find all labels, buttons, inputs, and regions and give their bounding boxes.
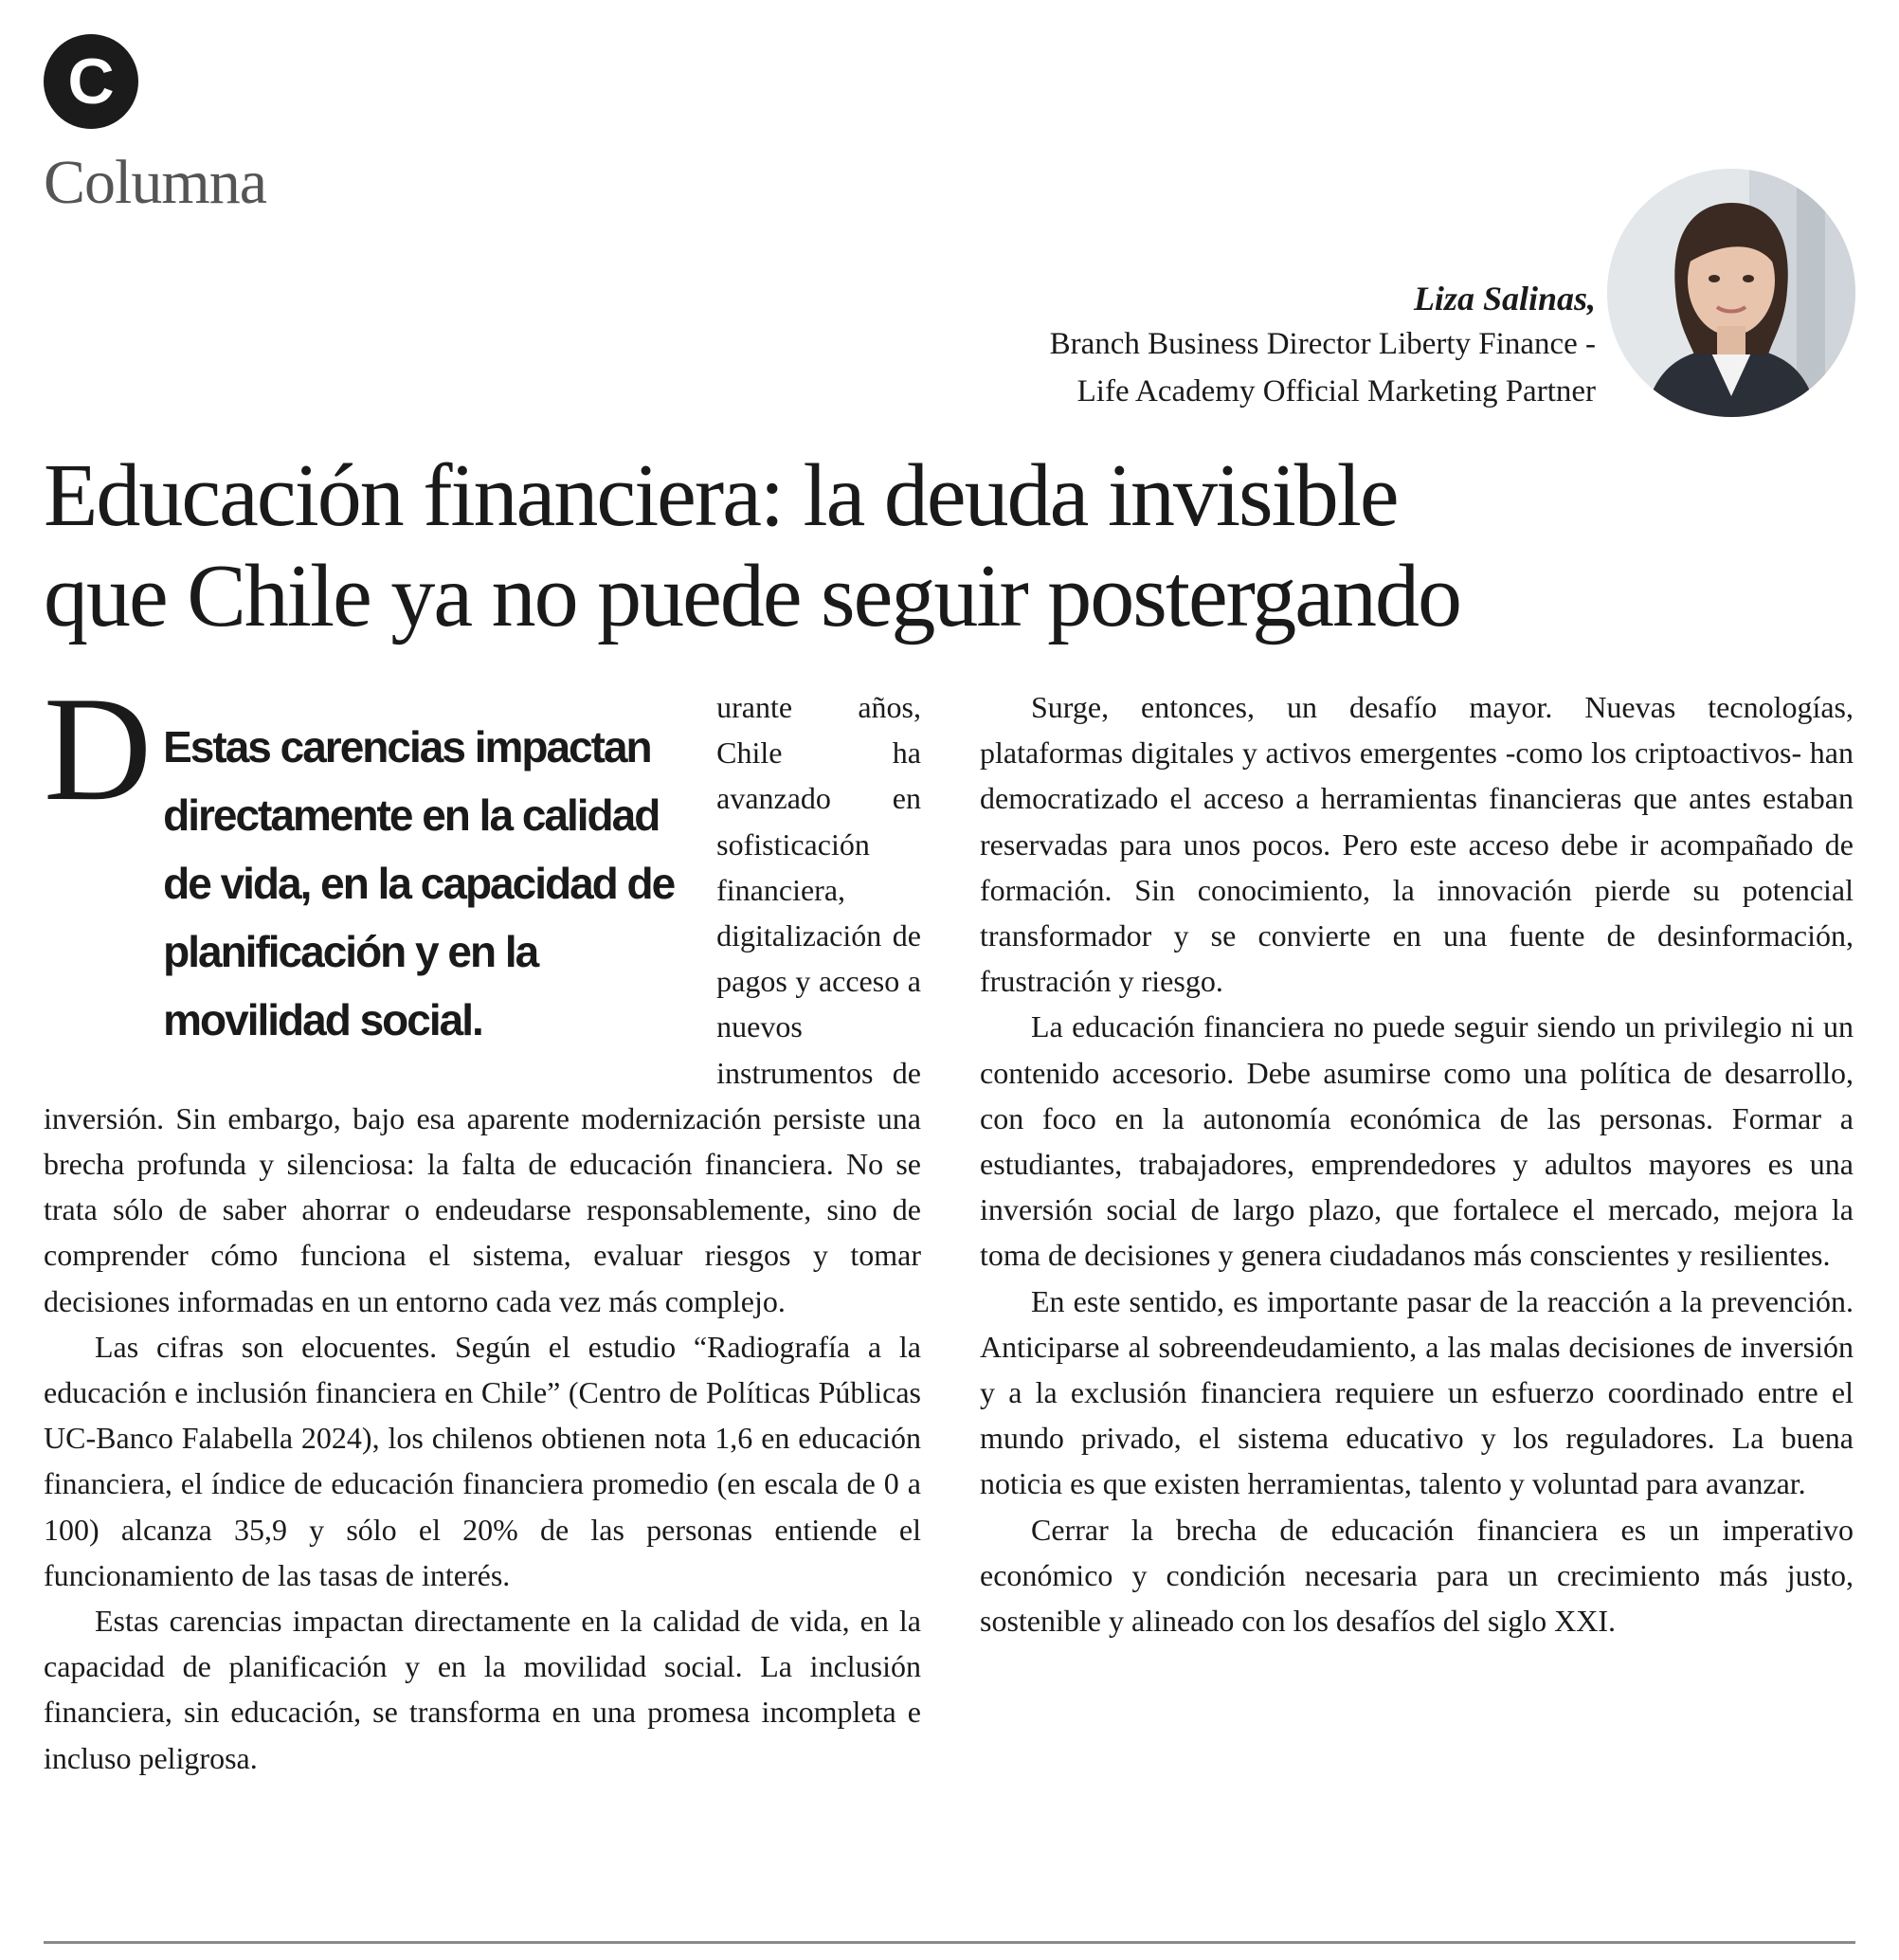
article-paragraph-3: Estas carencias impactan directamente en la calidad de vida, en la capacidad de planificación y en la movilidad social. La inclusión financiera, sin educación, se transforma en una promesa incompleta e incluso peligrosa. [44,1604,921,1775]
article-column-left [44,666,921,1781]
section-badge: C [44,34,138,129]
author-photo [1607,169,1855,417]
article-paragraph-6: En este sentido, es importante pasar de la reacción a la prevención. Anticiparse al sobreendeudamiento, a las malas decisiones de inversión y a la exclusión financiera requiere un esfuerzo coordinado entre el mundo privado, el sistema educativo y los reguladores. La buena noticia es que existen herramientas, talento y voluntad para avanzar. [980,1283,1854,1501]
author-name: Liza Salinas, [1413,280,1596,318]
article-column-right [980,684,1854,1643]
bottom-divider [44,1941,1855,1944]
author-photo-illustration [1607,169,1855,417]
article-paragraph-1-text: urante años, Chile ha avanzado en sofisticación financiera, digitalización de pagos y acceso a nuevos instrumentos de inversión. Sin embargo, bajo esa aparente modernización persiste una brecha profunda y silenciosa: la falta de educación financiera. No se trata sólo de saber ahorrar o endeudarse responsablemente, sino de comprender cómo funciona el sistema, evaluar riesgos y tomar decisiones informadas en un entorno cada vez más complejo. [44,690,921,1318]
article-paragraph-2: Las cifras son elocuentes. Según el estudio “Radiografía a la educación e inclusión financiera en Chile” (Centro de Políticas Públicas UC-Banco Falabella 2024), los chilenos obtienen nota 1,6 en educación financiera, el índice de educación financiera promedio (en escala de 0 a 100) alcanza 35,9 y sólo el 20% de las personas entiende el funcionamiento de las tasas de interés. [44,1329,921,1592]
pull-quote: Estas carencias impactan directamente en la calidad de vida, en la capacidad de planificación y en la movilidad social. [163,722,675,1044]
drop-cap: D [44,666,153,832]
article-paragraph-1 [44,666,921,1324]
article-paragraph-5: La educación financiera no puede seguir siendo un privilegio ni un contenido accesorio. Debe asumirse como una política de desarrollo, con foco en la autonomía económica de las personas. Formar a estudiantes, trabajadores, emprendedores y adultos mayores es una inversión social de largo plazo, que fortalece el mercado, mejora la toma de decisiones y genera ciudadanos más conscientes y resilientes. [980,1009,1854,1273]
article-paragraph-7: Cerrar la brecha de educación financiera es un imperativo económico y condición necesaria para un crecimiento más justo, sostenible y alineado con los desafíos del siglo XXI. [980,1512,1854,1639]
headline-line-1: Educación financiera: la deuda invisible [44,446,1398,545]
headline [44,445,1844,646]
section-label: Columna [44,148,266,217]
author-byline [743,277,1596,415]
article-paragraph-4: Surge, entonces, un desafío mayor. Nuevas tecnologías, plataformas digitales y activos emergentes -como los criptoactivos- han democratizado el acceso a herramientas financieras que antes estaban reservadas para unos pocos. Pero este acceso debe ir acompañado de formación. Sin conocimiento, la innovación pierde su potencial transformador y se convierte en una fuente de desinformación, frustración y riesgo. [980,690,1854,999]
author-role-line2: Life Academy Official Marketing Partner [1076,374,1596,408]
headline-line-2: que Chile ya no puede seguir postergando [44,547,1461,645]
author-role-line1: Branch Business Director Liberty Finance - [1049,327,1596,361]
